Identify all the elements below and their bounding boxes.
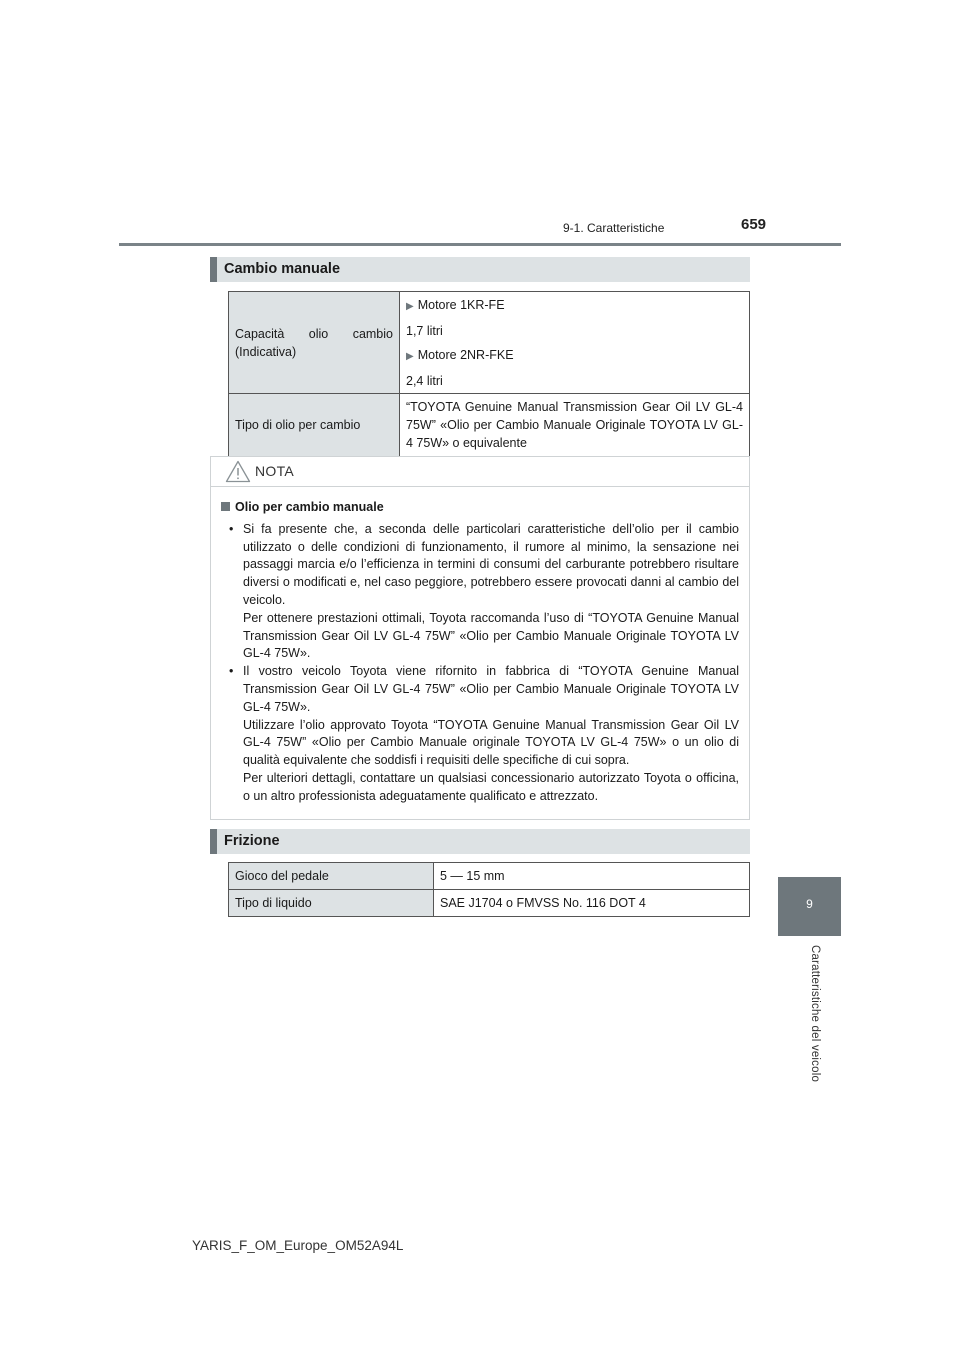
- spec-key: Tipo di olio per cambio: [229, 394, 400, 457]
- engine-amount: 2,4 litri: [406, 374, 443, 388]
- square-bullet-icon: [221, 502, 230, 511]
- spec-value: [400, 292, 750, 394]
- page-number: 659: [741, 216, 767, 233]
- chapter-tab: [778, 877, 841, 936]
- spec-key: Capacità olio cambio (Indicativa): [229, 292, 400, 394]
- table-row: [229, 890, 750, 917]
- table-row: [229, 863, 750, 890]
- section-heading-cambio: Cambio manuale: [210, 257, 750, 282]
- nota-paragraph: Per ottenere prestazioni ottimali, Toyota raccomanda l’uso di “TOYOTA Genuine Manual Transmission Gear Oil LV GL-4 75W” «Olio per Cambio Manuale Originale TOYOTA LV GL-4 75W».: [243, 610, 739, 661]
- chapter-number: 9: [806, 897, 813, 911]
- nota-paragraph: • Il vostro veicolo Toyota viene rifornito in fabbrica di “TOYOTA Genuine Manual Transmission Gear Oil LV GL-4 75W” «Olio per Cambio Manuale Originale TOYOTA LV GL-4 75W».: [243, 664, 739, 714]
- spec-value: 5 — 15 mm: [434, 863, 750, 890]
- engine-entry: ▶ Motore 1KR-FE: [406, 298, 505, 312]
- warning-triangle-icon: [225, 460, 251, 483]
- nota-title: NOTA: [255, 463, 295, 479]
- nota-paragraph: Per ulteriori dettagli, contattare un qualsiasi concessionario autorizzato Toyota o officina, o un altro professionista adeguatamente qualificato e attrezzato.: [243, 770, 739, 803]
- engine-entry: ▶ Motore 2NR-FKE: [406, 348, 514, 362]
- spec-value: SAE J1704 o FMVSS No. 116 DOT 4: [434, 890, 750, 917]
- table-row: [229, 292, 750, 394]
- footer-doc-code: YARIS_F_OM_Europe_OM52A94L: [192, 1238, 404, 1253]
- nota-paragraph: • Si fa presente che, a seconda delle particolari caratteristiche dell’olio per il cambio utilizzato o delle condizioni di funzionamento, il rumore al minimo, la sensazione nei passaggi marcia e/o l’efficienza in termini di consumi del carburante potrebbero risultare diversi o modificati e, nel caso peggiore, potrebbero essere provocati danni al cambio del veicolo.: [243, 521, 739, 607]
- table-row: [229, 394, 750, 457]
- nota-header: [211, 457, 749, 487]
- spec-key: Gioco del pedale: [229, 863, 434, 890]
- nota-subtitle: Olio per cambio manuale: [221, 499, 739, 517]
- frizione-spec-table: [228, 862, 750, 917]
- nota-paragraph: Utilizzare l’olio approvato Toyota “TOYOTA Genuine Manual Transmission Gear Oil LV GL-4 75W” «Olio per Cambio Manuale originale TOYOTA LV GL-4 75W» o un olio di qualità equivalente che soddisfi i requisiti delle specifiche di cui sopra.: [243, 717, 739, 768]
- spec-key: Tipo di liquido: [229, 890, 434, 917]
- header-rule: [119, 243, 841, 246]
- header-section-title: 9-1. Caratteristiche: [563, 221, 665, 235]
- nota-bullet: [221, 663, 739, 805]
- nota-body: [211, 487, 749, 806]
- chapter-label: Caratteristiche del veicolo: [809, 945, 821, 1083]
- nota-box: [210, 456, 750, 820]
- cambio-spec-table: [228, 291, 750, 457]
- section-heading-frizione: Frizione: [210, 829, 750, 854]
- triangle-right-icon: ▶: [406, 301, 414, 312]
- engine-amount: 1,7 litri: [406, 324, 443, 338]
- spec-value: “TOYOTA Genuine Manual Transmission Gear Oil LV GL-4 75W” «Olio per Cambio Manuale Originale TOYOTA LV GL-4 75W» o equivalente: [400, 394, 750, 457]
- nota-bullet: [221, 521, 739, 663]
- triangle-right-icon: ▶: [406, 351, 414, 362]
